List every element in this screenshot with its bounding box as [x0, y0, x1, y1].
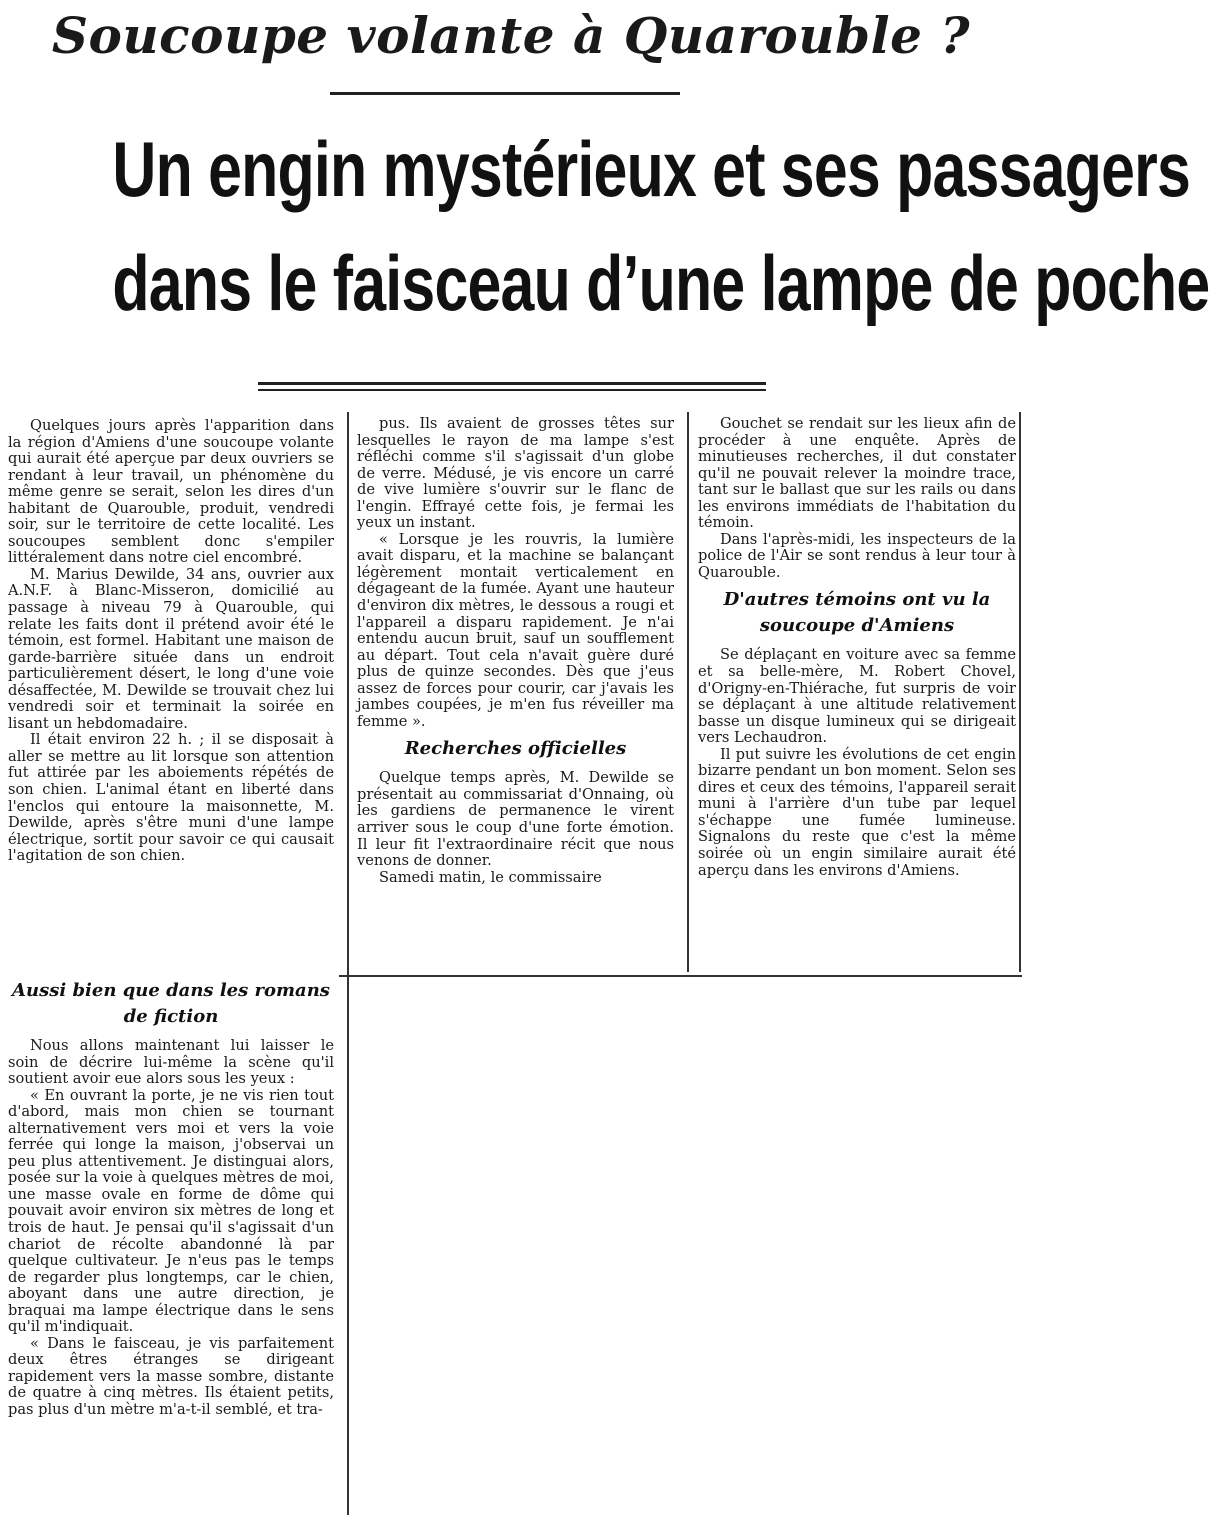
paragraph: « En ouvrant la porte, je ne vis rien tout d'abord, mais mon chien se tournant alternativement vers moi et vers la voie ferrée qui longe la maison, j'observai un peu plus attentivement. Je distinguai alors, posée sur la voie à quelques mètres de moi, une masse ovale en forme de dôme qui pouvait avoir environ six mètres de long et trois de haut. Je pensai qu'il s'agissait d'un chariot de récolte abandonné là par quelque cultivateur. Je n'eus pas le temps de regarder plus longtemps, car le chien, aboyant dans une autre direction, je braquai ma lampe électrique dans le sens qu'il m'indiquait.: [8, 1086, 334, 1336]
paragraph: Dans l'après-midi, les inspecteurs de la police de l'Air se sont rendus à leur tour à Quarouble.: [698, 530, 1016, 581]
column-rule-2: [687, 412, 689, 972]
kicker-rule: [330, 92, 680, 95]
headline-line-2: dans le faisceau d’une lampe de poche: [112, 239, 1209, 327]
article-column-3: [694, 416, 1020, 968]
paragraph: Quelque temps après, M. Dewilde se présentait au commissariat d'Onnaing, où les gardiens de permanence le virent arriver sous le coup d'une forte émotion. Il leur fit l'extraordinaire récit que nous venons de donner.: [357, 769, 674, 870]
paragraph: Il put suivre les évolutions de cet engin bizarre pendant un bon moment. Selon ses dires et ceux des témoins, l'appareil serait muni à l'arrière d'un tube par lequel s'échappe une fumée lumineuse. Signalons du reste que c'est la même soirée où un engin similaire aurait été aperçu dans les environs d'Amiens.: [698, 745, 1016, 879]
article-column-2: [353, 416, 678, 966]
paragraph: Il était environ 22 h. ; il se disposait à aller se mettre au lit lorsque son attention fut attirée par les aboiements répétés de son chien. L'animal étant en liberté dans l'enclos qui entoure la maisonnette, M. Dewilde, après s'être muni d'une lampe électrique, sortit pour savoir ce qui causait l'agitation de son chien.: [8, 731, 334, 865]
paragraph: pus. Ils avaient de grosses têtes sur lesquelles le rayon de ma lampe s'est réfléchi comme s'il s'agissait d'un globe de verre. Médusé, je vis encore un carré de vive lumière s'ouvrir sur le flanc de l'engin. Effrayé cette fois, je fermai les yeux un instant.: [357, 415, 674, 532]
section-rule: [339, 975, 1022, 977]
paragraph: Se déplaçant en voiture avec sa femme et sa belle-mère, M. Robert Chovel, d'Origny-en-Thiérache, fut surpris de voir se déplaçant à une altitude relativement basse un disque lumineux qui se dirigeait vers Lechaudron.: [698, 646, 1016, 747]
kicker-headline: Soucoupe volante à Quarouble ?: [51, 6, 971, 65]
subhead-romans-de-fiction: Aussi bien que dans les romans de fiction: [12, 980, 330, 1027]
paragraph: « Dans le faisceau, je vis parfaitement deux êtres étranges se dirigeant rapidement vers la masse sombre, distante de quatre à cinq mètres. Ils étaient petits, pas plus d'un mètre m'a-t-il semblé, et tra-: [8, 1334, 334, 1419]
paragraph: « Lorsque je les rouvris, la lumière avait disparu, et la machine se balançant légèrement montait verticalement en dégageant de la fumée. Ayant une hauteur d'environ dix mètres, le dessous a rougi et l'appareil a disparu rapidement. Je n'ai entendu aucun bruit, sauf un soufflement au départ. Tout cela n'avait guère duré plus de quinze secondes. Dès que j'eus assez de forces pour courir, car j'avais les jambes coupées, je m'en fus réveiller ma femme ».: [357, 530, 674, 730]
subhead-recherches: Recherches officielles: [404, 738, 627, 760]
subhead-autres-temoins: D'autres témoins ont vu la soucoupe d'Amiens: [723, 589, 991, 637]
main-headline: [0, 112, 1209, 340]
paragraph: Gouchet se rendait sur les lieux afin de procéder à une enquête. Après de minutieuses recherches, il dut constater qu'il ne pouvait relever la moindre trace, tant sur le ballast que sur les rails ou dans les environs immédiats de l'habitation du témoin.: [698, 415, 1016, 532]
paragraph: Samedi matin, le commissaire: [379, 868, 602, 886]
article-column-1-continued: [4, 972, 338, 1515]
paragraph: M. Marius Dewilde, 34 ans, ouvrier aux A.N.F. à Blanc-Misseron, domicilié au passage à niveau 79 à Quarouble, qui relate les faits dont il prétend avoir été le témoin, est formel. Habitant une maison de garde-barrière située dans un endroit particulièrement désert, le long d'une voie désaffectée, M. Dewilde se trouvait chez lui vendredi soir et terminait la soirée en lisant un hebdomadaire.: [8, 565, 334, 732]
article-column-1: [4, 418, 338, 974]
column-rule-1: [347, 412, 349, 1515]
headline-double-rule: [258, 382, 766, 391]
headline-line-1: Un engin mystérieux et ses passagers: [112, 125, 1191, 213]
paragraph: Quelques jours après l'apparition dans la région d'Amiens d'une soucoupe volante qui aurait été aperçue par deux ouvriers se rendant à leur travail, un phénomène du même genre se serait, selon les dires d'un habitant de Quarouble, produit, vendredi soir, sur le territoire de cette localité. Les soucoupes semblent donc s'empiler littéralement dans notre ciel encombré.: [8, 417, 334, 567]
paragraph: Nous allons maintenant lui laisser le soin de décrire lui-même la scène qu'il soutient avoir eue alors sous les yeux :: [8, 1037, 334, 1088]
